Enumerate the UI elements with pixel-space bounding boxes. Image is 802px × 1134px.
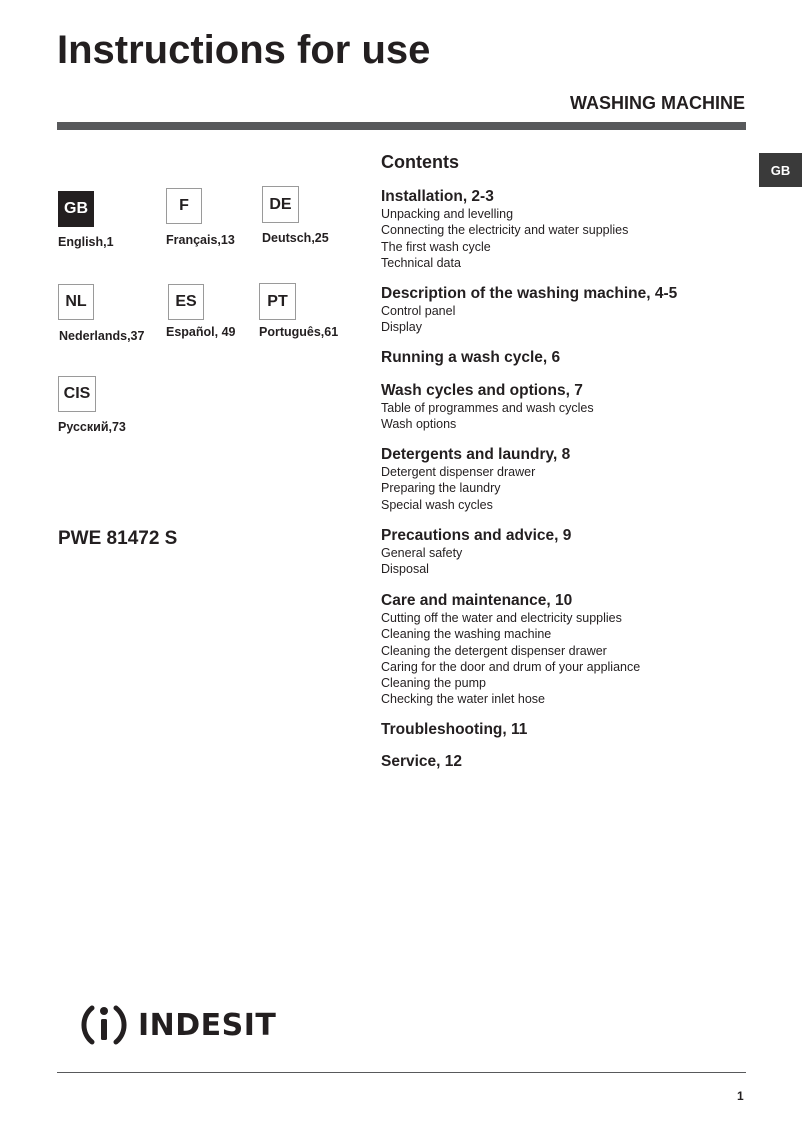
brand-logo: [78, 1000, 276, 1050]
toc-item[interactable]: Wash options: [381, 417, 457, 432]
toc-heading[interactable]: Description of the washing machine, 4-5: [381, 285, 678, 302]
brand-name: INDESIT: [138, 1007, 277, 1043]
toc-section: [381, 592, 751, 708]
toc-heading[interactable]: Precautions and advice, 9: [381, 527, 572, 544]
toc-section: [381, 188, 751, 271]
toc-heading[interactable]: Wash cycles and options, 7: [381, 382, 583, 399]
page-number: 1: [737, 1089, 744, 1103]
toc-section: [381, 349, 751, 367]
header-divider: [57, 122, 746, 130]
lang-code-de[interactable]: DE: [262, 186, 299, 223]
toc-heading[interactable]: Troubleshooting, 11: [381, 721, 528, 738]
lang-code-f[interactable]: F: [166, 188, 202, 224]
lang-label-gb: English,1: [58, 235, 114, 249]
toc-heading[interactable]: Detergents and laundry, 8: [381, 446, 571, 463]
toc-item[interactable]: The first wash cycle: [381, 239, 491, 254]
toc-item[interactable]: Cutting off the water and electricity supplies: [381, 611, 622, 625]
toc-item[interactable]: Cleaning the washing machine: [381, 627, 552, 642]
toc-section: [381, 446, 751, 513]
toc-section: [381, 527, 751, 578]
toc-item[interactable]: Disposal: [381, 562, 429, 577]
toc-heading[interactable]: Running a wash cycle, 6: [381, 349, 561, 366]
toc-item[interactable]: Technical data: [381, 255, 461, 270]
toc-section: [381, 721, 751, 739]
lang-code-gb[interactable]: GB: [58, 191, 94, 227]
lang-code-cis[interactable]: CIS: [58, 376, 96, 412]
lang-code-nl[interactable]: NL: [58, 284, 94, 320]
lang-label-pt: Português,61: [259, 325, 339, 339]
product-type: WASHING MACHINE: [570, 93, 745, 113]
lang-label-es: Español, 49: [166, 325, 236, 339]
model-number: PWE 81472 S: [58, 528, 178, 549]
lang-label-cis: Русский,73: [58, 420, 126, 434]
contents-title: Contents: [381, 152, 459, 172]
toc-item[interactable]: Connecting the electricity and water supplies: [381, 223, 629, 238]
toc-item[interactable]: Checking the water inlet hose: [381, 692, 545, 707]
lang-label-nl: Nederlands,37: [59, 329, 145, 343]
toc-item[interactable]: Table of programmes and wash cycles: [381, 401, 594, 415]
toc-section: [381, 382, 751, 433]
footer-divider: [57, 1072, 746, 1073]
lang-code-pt[interactable]: PT: [259, 283, 296, 320]
lang-label-de: Deutsch,25: [262, 231, 329, 245]
toc-item[interactable]: Preparing the laundry: [381, 481, 501, 496]
toc-item[interactable]: Control panel: [381, 304, 456, 318]
page-title: Instructions for use: [57, 28, 431, 72]
toc-item[interactable]: Cleaning the pump: [381, 676, 486, 691]
toc-section: [381, 753, 751, 771]
toc-item[interactable]: Detergent dispenser drawer: [381, 465, 536, 479]
toc-heading[interactable]: Care and maintenance, 10: [381, 592, 573, 609]
lang-label-f: Français,13: [166, 233, 235, 247]
toc-item[interactable]: Display: [381, 320, 422, 335]
toc-item[interactable]: Special wash cycles: [381, 497, 493, 512]
toc-item[interactable]: Caring for the door and drum of your appliance: [381, 659, 641, 674]
lang-code-es[interactable]: ES: [168, 284, 204, 320]
toc-heading[interactable]: Installation, 2-3: [381, 188, 494, 205]
toc-section: [381, 285, 751, 336]
toc-item[interactable]: General safety: [381, 546, 463, 560]
language-side-tab: GB: [759, 153, 802, 187]
toc-heading[interactable]: Service, 12: [381, 753, 463, 770]
indesit-logo-icon: [78, 1000, 130, 1050]
toc-item[interactable]: Unpacking and levelling: [381, 207, 514, 221]
toc-item[interactable]: Cleaning the detergent dispenser drawer: [381, 643, 607, 658]
